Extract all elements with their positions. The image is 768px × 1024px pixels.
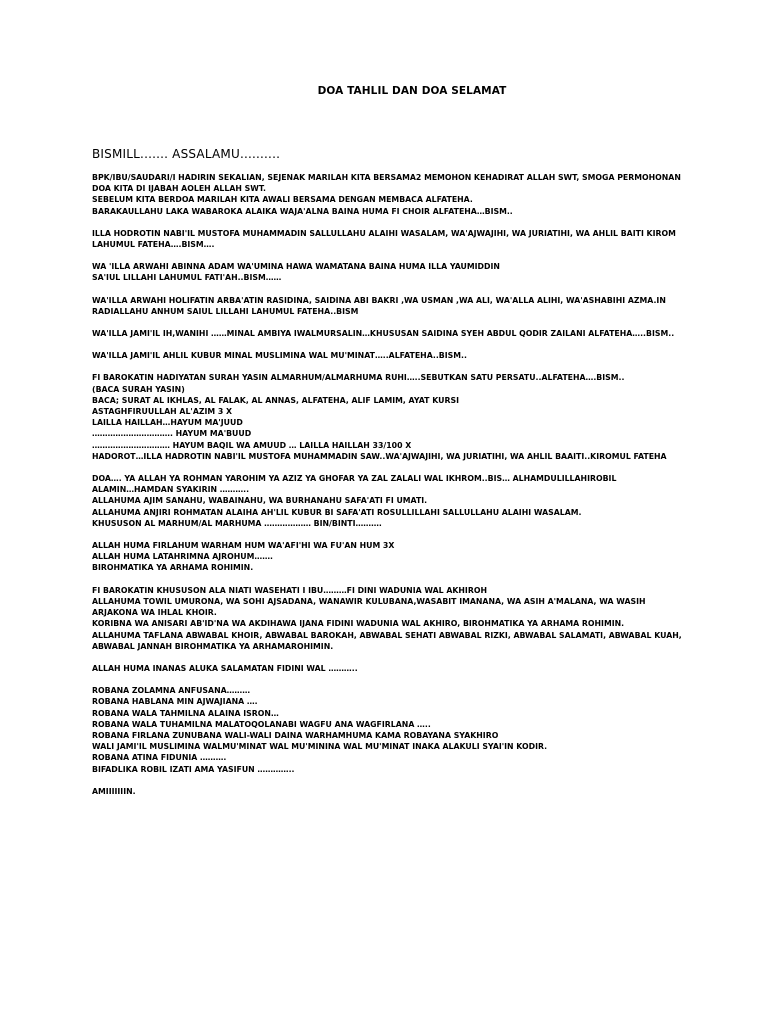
text-line: BIFADLIKA ROBIL IZATI AMA YASIFUN …………..	[92, 764, 295, 774]
text-line: DOA…. YA ALLAH YA ROHMAN YAROHIM YA AZIZ YA GHOFAR YA ZAL ZALALI WAL IKHROM..BIS… ALHAMDULILLAHIROBIL	[92, 474, 617, 484]
paragraph	[92, 261, 728, 283]
opening-salutation: BISMILL....... ASSALAMU..........	[92, 147, 281, 161]
text-line: ALLAHUMA ANJIRI ROHMATAN ALAIHA AH'LIL KUBUR BI SAFA'ATI ROSULLILLAHI SALLULLAHU ALAIHI WASALAM.	[92, 507, 582, 517]
paragraph	[92, 328, 728, 339]
text-line: BACA; SURAT AL IKHLAS, AL FALAK, AL ANNAS, ALFATEHA, ALIF LAMIM, AYAT KURSI	[92, 395, 459, 405]
text-line: SEBELUM KITA BERDOA MARILAH KITA AWALI BERSAMA DENGAN MEMBACA ALFATEHA.	[92, 195, 473, 205]
text-line: ROBANA FIRLANA ZUNUBANA WALI-WALI DAINA WARHAMHUMA KAMA ROBAYANA SYAKHIRO	[92, 730, 499, 740]
text-line: WA'ILLA JAMI'IL IH,WANIHI ……MINAL AMBIYA IWALMURSALIN…KHUSUSAN SAIDINA SYEH ABDUL QODIR ZAILANI ALFATEHA…..BISM..	[92, 329, 675, 339]
text-line: ALLAHUMA TOWIL UMURONA, WA SOHI AJSADANA, WANAWIR KULUBANA,WASABIT IMANANA, WA ASIH A'MALANA, WA WASIH	[92, 596, 646, 606]
text-line: ALLAHUMA TAFLANA ABWABAL KHOIR, ABWABAL BAROKAH, ABWABAL SEHATI ABWABAL RIZKI, ABWABAL SALAMATI, ABWABAL KUAH,	[92, 630, 682, 640]
paragraph	[92, 685, 728, 775]
paragraph	[92, 228, 728, 250]
text-line: ROBANA HABLANA MIN AJWAJIANA ….	[92, 697, 258, 707]
paragraph	[92, 372, 728, 462]
text-line: ARJAKONA WA IHLAL KHOIR.	[92, 608, 217, 618]
text-line: RADIALLAHU ANHUM SAIUL LILLAHI LAHUMUL FATEHA..BISM	[92, 306, 359, 316]
document-body	[92, 172, 728, 797]
text-line: FI BAROKATIN KHUSUSON ALA NIATI WASEHATI I IBU………FI DINI WADUNIA WAL AKHIROH	[92, 585, 487, 595]
paragraph	[92, 473, 728, 529]
paragraph	[92, 172, 728, 217]
text-line: ALLAH HUMA FIRLAHUM WARHAM HUM WA'AFI'HI WA FU'AN HUM 3X	[92, 541, 395, 551]
text-line: LAHUMUL FATEHA….BISM….	[92, 240, 215, 250]
document-title: DOA TAHLIL DAN DOA SELAMAT	[317, 85, 507, 97]
text-line: KHUSUSON AL MARHUM/AL MARHUMA ……………… BIN/BINTI……….	[92, 518, 382, 528]
text-line: ………………………… HAYUM BAQIL WA AMUUD … LAILLA HAILLAH 33/100 X	[92, 440, 412, 450]
text-line: ALAMIN…HAMDAN SYAKIRIN ………..	[92, 485, 250, 495]
text-line: AMIIIIIIIN.	[92, 786, 136, 796]
text-line: HADOROT…ILLA HADROTIN NABI'IL MUSTOFA MUHAMMADIN SAW..WA'AJWAJIHI, WA JURIATIHI, WA AHLIL BAAITI..KIROMUL FATEHA	[92, 451, 667, 461]
paragraph	[92, 295, 728, 317]
text-line: ILLA HODROTIN NABI'IL MUSTOFA MUHAMMADIN SALLULLAHU ALAIHI WASALAM, WA'AJWAJIHI, WA JURIATIHI, WA AHLIL BAITI KIROM	[92, 228, 676, 238]
text-line: WA'ILLA JAMI'IL AHLIL KUBUR MINAL MUSLIMINA WAL MU'MINAT…..ALFATEHA..BISM..	[92, 351, 467, 361]
paragraph	[92, 585, 728, 652]
text-line: ALLAH HUMA LATAHRIMNA AJROHUM…….	[92, 552, 273, 562]
text-line: ROBANA WALA TAHMILNA ALAINA ISRON…	[92, 708, 279, 718]
text-line: WA'ILLA ARWAHI HOLIFATIN ARBA'ATIN RASIDINA, SAIDINA ABI BAKRI ,WA USMAN ,WA ALI, WA'ALLA ALIHI, WA'ASHABIHI AZMA.IN	[92, 295, 666, 305]
text-line: ASTAGHFIRUULLAH AL'AZIM 3 X	[92, 407, 233, 417]
text-line: ABWABAL JANNAH BIROHMATIKA YA ARHAMAROHIMIN.	[92, 641, 334, 651]
text-line: DOA KITA DI IJABAH AOLEH ALLAH SWT.	[92, 184, 266, 194]
text-line: …………………………. HAYUM MA'BUUD	[92, 429, 252, 439]
text-line: BIROHMATIKA YA ARHAMA ROHIMIN.	[92, 563, 254, 573]
text-line: ALLAHUMA AJIM SANAHU, WABAINAHU, WA BURHANAHU SAFA'ATI FI UMATI.	[92, 496, 428, 506]
paragraph	[92, 786, 728, 797]
text-line: ROBANA ZOLAMNA ANFUSANA………	[92, 686, 251, 696]
text-line: LAILLA HAILLAH…HAYUM MA'JUUD	[92, 418, 243, 428]
text-line: ROBANA WALA TUHAMILNA MALATOQOLANABI WAGFU ANA WAGFIRLANA …..	[92, 719, 431, 729]
text-line: ROBANA ATINA FIDUNIA ……….	[92, 753, 227, 763]
text-line: BPK/IBU/SAUDARI/I HADIRIN SEKALIAN, SEJENAK MARILAH KITA BERSAMA2 MEMOHON KEHADIRAT ALLAH SWT, SMOGA PERMOHONAN	[92, 173, 681, 182]
text-line: FI BAROKATIN HADIYATAN SURAH YASIN ALMARHUM/ALMARHUMA RUHI…..SEBUTKAN SATU PERSATU..ALFATEHA….BISM..	[92, 373, 625, 383]
text-line: WA 'ILLA ARWAHI ABINNA ADAM WA'UMINA HAWA WAMATANA BAINA HUMA ILLA YAUMIDDIN	[92, 262, 500, 272]
text-line: SA'IUL LILLAHI LAHUMUL FATI'AH..BISM……	[92, 273, 282, 283]
text-line: (BACA SURAH YASIN)	[92, 384, 185, 394]
text-line: BARAKAULLAHU LAKA WABAROKA ALAIKA WAJA'ALNA BAINA HUMA FI CHOIR ALFATEHA…BISM..	[92, 206, 513, 216]
paragraph	[92, 350, 728, 361]
text-line: KORIBNA WA ANISARI AB'ID'NA WA AKDIHAWA IJANA FIDINI WADUNIA WAL AKHIRO, BIROHMATIKA YA ARHAMA ROHIMIN.	[92, 619, 625, 629]
paragraph	[92, 540, 728, 574]
text-line: WALI JAMI'IL MUSLIMINA WALMU'MINAT WAL MU'MININA WAL MU'MINAT INAKA ALAKULI SYAI'IN KODIR.	[92, 742, 548, 752]
paragraph	[92, 663, 728, 674]
text-line: ALLAH HUMA INANAS ALUKA SALAMATAN FIDINI WAL ………..	[92, 663, 358, 673]
